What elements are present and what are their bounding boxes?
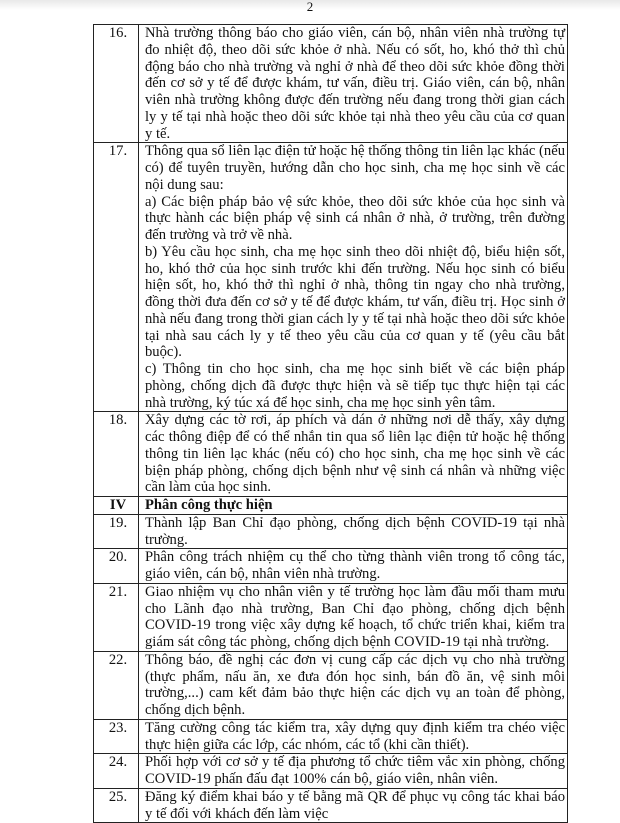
row-intro-text: Thông qua sổ liên lạc điện tử hoặc hệ thống thông tin liên lạc khác (nếu có) để tuyên truyền, hướng dẫn cho học sinh, cha mẹ học sinh về các nội dung sau: <box>145 143 565 193</box>
table-row-20 <box>94 549 568 584</box>
row-content <box>139 754 568 789</box>
table-row-21 <box>94 583 568 651</box>
table-row-24 <box>94 754 568 789</box>
plan-table <box>93 24 568 823</box>
row-text: Thông báo, đề nghị các đơn vị cung cấp các dịch vụ cho nhà trường (thực phẩm, nấu ăn, xe đưa đón học sinh, bán đồ ăn, vệ sinh môi trường,...) cam kết đảm bảo thực hiện các dịch vụ an toàn để phòng, chống dịch bệnh. <box>145 651 565 718</box>
row-text: Xây dựng các tờ rơi, áp phích và dán ở những nơi dễ thấy, xây dựng các thông điệp để có thể nhắn tin qua sổ liên lạc điện tử hoặc hệ thống thông tin liên lạc khác (nếu có) cho học sinh, cha mẹ học sinh về các biện pháp phòng, chống dịch bệnh như vệ sinh cá nhân và những việc cần làm của học sinh. <box>145 412 565 496</box>
row-item-c: c) Thông tin cho học sinh, cha mẹ học sinh biết về các biện pháp phòng, chống dịch đã được thực hiện và sẽ tiếp tục thực hiện tại các nhà trường, ký túc xá để học sinh, cha mẹ học sinh yên tâm. <box>145 361 565 411</box>
section-title: Phân công thực hiện <box>145 497 273 513</box>
row-number: 17. <box>94 143 139 412</box>
row-number: 19. <box>94 514 139 549</box>
table-row-18 <box>94 412 568 497</box>
table-row-17 <box>94 143 568 412</box>
row-content <box>139 651 568 719</box>
row-number: 16. <box>94 25 139 143</box>
row-text: Đăng ký điểm khai báo y tế bằng mã QR để phục vụ công tác khai báo y tế đối với khách đến làm việc <box>145 788 565 822</box>
row-content <box>139 514 568 549</box>
table-row-19 <box>94 514 568 549</box>
row-content <box>139 25 568 143</box>
section-row-iv <box>94 497 568 515</box>
row-text: Giao nhiệm vụ cho nhân viên y tế trường học làm đầu mối tham mưu cho Lãnh đạo nhà trường, Ban Chỉ đạo phòng, chống dịch bệnh COVID-19 trong việc xây dựng kế hoạch, tổ chức triển khai, kiểm tra giám sát công tác phòng, chống dịch bệnh COVID-19 tại nhà trường. <box>145 583 565 650</box>
row-content <box>139 412 568 497</box>
row-text: Tăng cường công tác kiểm tra, xây dựng quy định kiểm tra chéo việc thực hiện giữa các lớp, các nhóm, các tổ (khi cần thiết). <box>145 719 565 753</box>
row-number: 24. <box>94 754 139 789</box>
row-number: 20. <box>94 549 139 584</box>
row-content <box>139 143 568 412</box>
row-text: Phối hợp với cơ sở y tế địa phương tổ chức tiêm vắc xin phòng, chống COVID-19 phấn đấu đạt 100% cán bộ, giáo viên, nhân viên. <box>145 754 565 787</box>
row-text: Nhà trường thông báo cho giáo viên, cán bộ, nhân viên nhà trường tự đo nhiệt độ, theo dõi sức khỏe ở nhà. Nếu có sốt, ho, khó thở thì chủ động báo cho nhà trường và nghỉ ở nhà để theo dõi sức khỏe đồng thời đến cơ sở y tế để được khám, tư vấn, điều trị. Giáo viên, cán bộ, nhân viên nhà trường không được đến trường nếu đang trong thời gian cách ly y tế tại nhà hoặc theo dõi sức khỏe tại nhà theo yêu cầu của cơ quan y tế. <box>145 25 565 142</box>
row-number: 25. <box>94 788 139 823</box>
row-item-a: a) Các biện pháp bảo vệ sức khỏe, theo dõi sức khỏe của học sinh và thực hành các biện pháp vệ sinh cá nhân ở nhà, ở trường, trên đường đến trường và trở về nhà. <box>145 193 565 243</box>
table-row-25 <box>94 788 568 823</box>
table-row-16 <box>94 25 568 143</box>
row-content <box>139 549 568 584</box>
table-row-23 <box>94 719 568 754</box>
row-text: Thành lập Ban Chỉ đạo phòng, chống dịch bệnh COVID-19 tại nhà trường. <box>145 514 565 548</box>
row-number: 22. <box>94 651 139 719</box>
row-item-b: b) Yêu cầu học sinh, cha mẹ học sinh theo dõi nhiệt độ, biểu hiện sốt, ho, khó thở của học sinh trước khi đến trường. Nếu học sinh có biểu hiện sốt, ho, khó thở thì nghỉ ở nhà, thông tin ngay cho nhà trường, đồng thời đưa đến cơ sở y tế để được khám, tư vấn, điều trị. Học sinh ở nhà nếu đang trong thời gian cách ly y tế tại nhà hoặc theo dõi sức khỏe tại nhà sau cách ly y tế theo yêu cầu của cơ quan y tế (yêu cầu bắt buộc). <box>145 243 565 361</box>
row-number: 18. <box>94 412 139 497</box>
row-number: 21. <box>94 583 139 651</box>
row-content <box>139 719 568 754</box>
row-content <box>139 583 568 651</box>
section-heading <box>139 497 568 515</box>
row-text: Phân công trách nhiệm cụ thể cho từng thành viên trong tổ công tác, giáo viên, cán bộ, nhân viên nhà trường. <box>145 549 565 582</box>
section-number: IV <box>94 497 139 515</box>
table-row-22 <box>94 651 568 719</box>
row-number: 23. <box>94 719 139 754</box>
row-content <box>139 788 568 823</box>
page-number: 2 <box>306 0 314 14</box>
